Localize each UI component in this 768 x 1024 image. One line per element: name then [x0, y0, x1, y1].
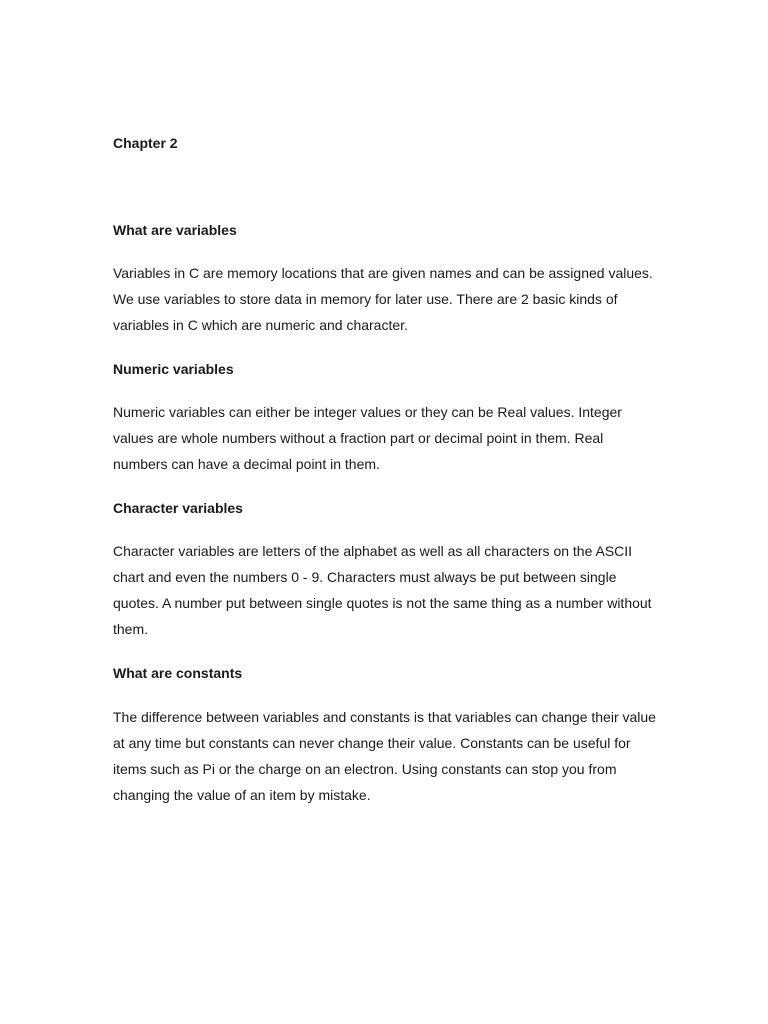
section-body-numeric-variables: Numeric variables can either be integer values or they can be Real values. Integer values are whole numbers without a fraction part or decimal point in them. Real numbers can have a decimal point in them. [113, 404, 622, 472]
section-heading-numeric-variables: Numeric variables [113, 361, 234, 377]
section-body-character-variables: Character variables are letters of the alphabet as well as all characters on the ASCII chart and even the numbers 0 - 9. Characters must always be put between single quotes. A number put between single quotes is not the same thing as a number without them. [113, 543, 652, 637]
section-heading-character-variables: Character variables [113, 500, 243, 516]
section-body-variables: Variables in C are memory locations that are given names and can be assigned values. We use variables to store data in memory for later use. There are 2 basic kinds of variables in C which are numeric and character. [113, 265, 653, 333]
section-body-constants: The difference between variables and constants is that variables can change their value at any time but constants can never change their value. Constants can be useful for items such as Pi or the charge on an electron. Using constants can stop you from changing the value of an item by mistake. [113, 709, 656, 803]
section-heading-variables: What are variables [113, 222, 237, 238]
chapter-title: Chapter 2 [113, 135, 178, 151]
section-heading-constants: What are constants [113, 665, 243, 681]
